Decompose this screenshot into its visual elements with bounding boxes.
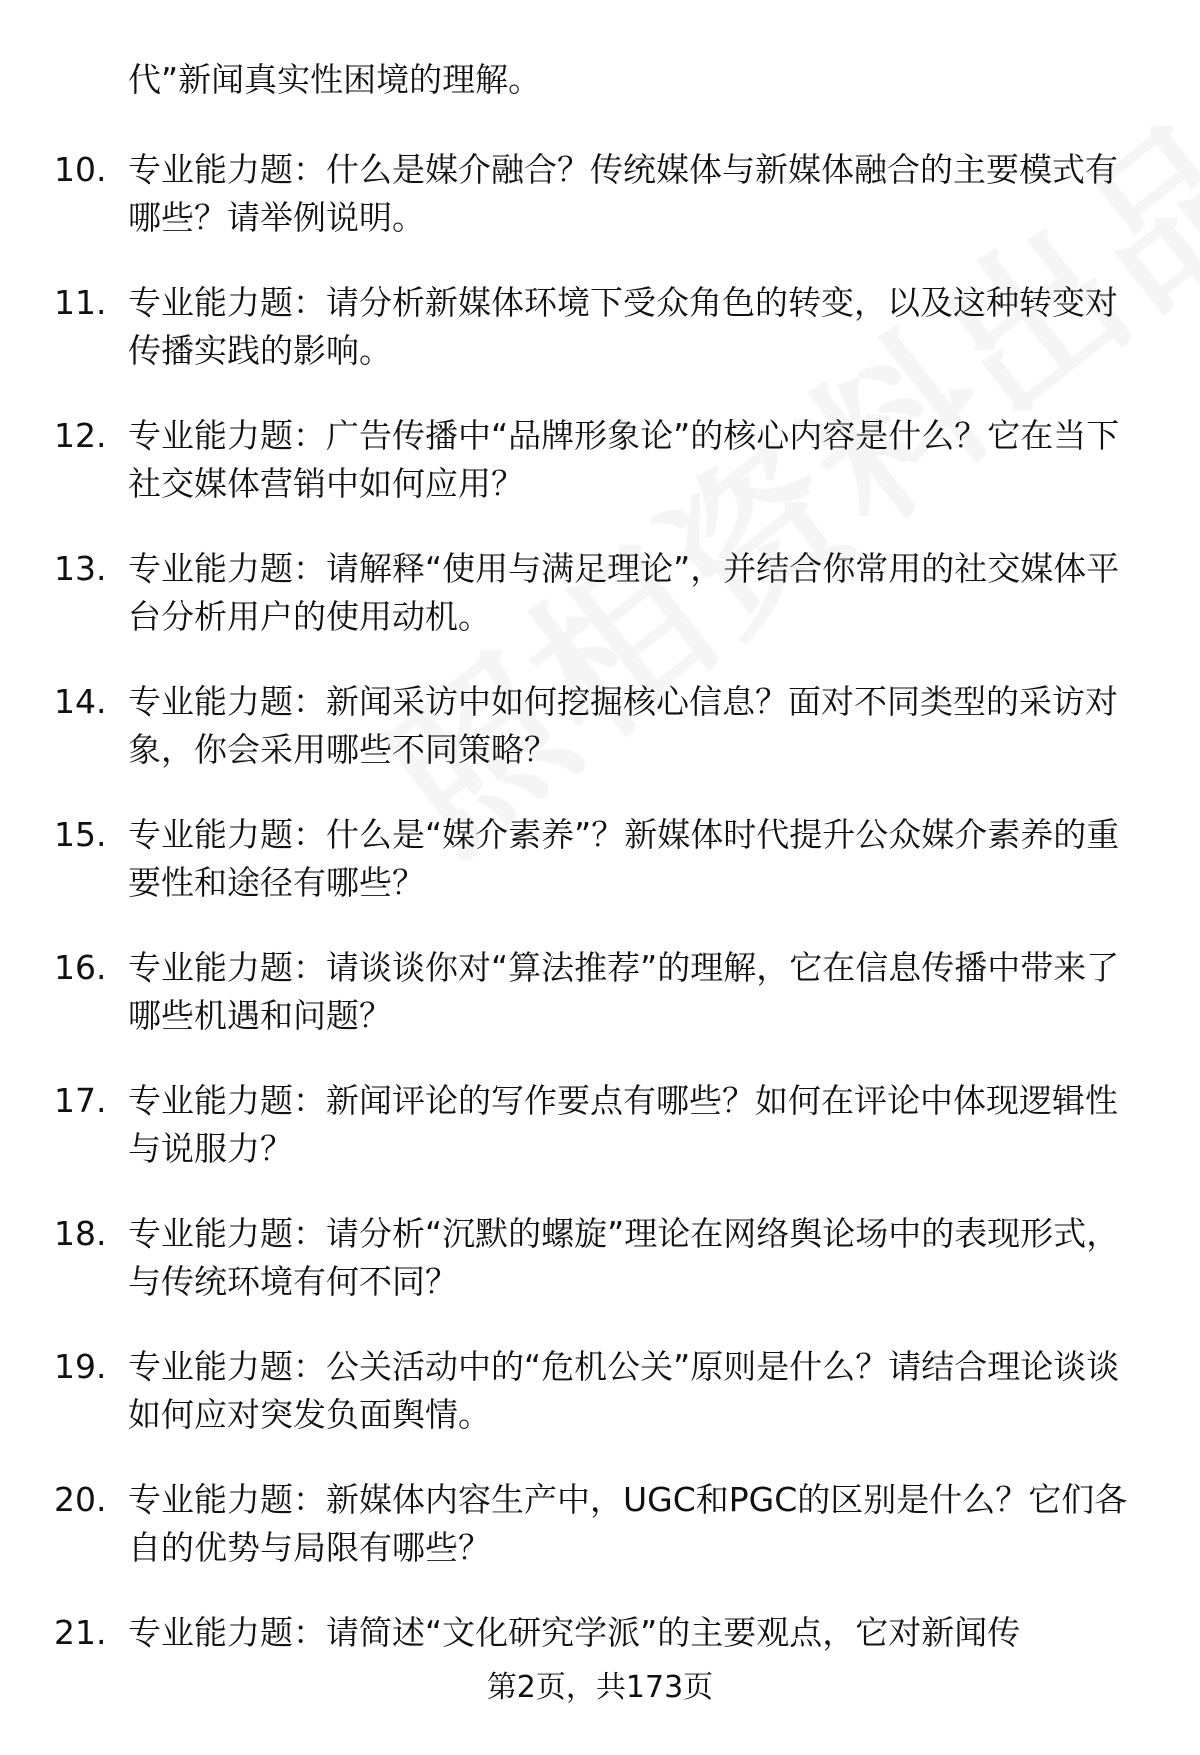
list-item	[0, 1343, 1200, 1476]
list-item	[0, 1476, 1200, 1609]
question-text: 专业能力题：请解释“使用与满足理论”，并结合你常用的社交媒体平台分析用户的使用动机。	[128, 549, 1120, 636]
page-footer: 第2页，共173页	[486, 1670, 714, 1705]
list-item	[0, 279, 1200, 412]
question-text: 专业能力题：新闻评论的写作要点有哪些？如何在评论中体现逻辑性与说服力？	[128, 1081, 1118, 1168]
list-item	[0, 944, 1200, 1077]
list-item	[0, 1077, 1200, 1210]
list-item	[0, 811, 1200, 944]
question-text: 专业能力题：请分析新媒体环境下受众角色的转变，以及这种转变对传播实践的影响。	[128, 283, 1118, 370]
question-text: 专业能力题：广告传播中“品牌形象论”的核心内容是什么？它在当下社交媒体营销中如何应用？	[128, 416, 1120, 503]
question-number: 16.	[54, 948, 107, 987]
continuation-text: 代”新闻真实性困境的理解。	[128, 60, 542, 99]
question-number: 18.	[54, 1214, 107, 1253]
question-text: 专业能力题：请谈谈你对“算法推荐”的理解，它在信息传播中带来了哪些机遇和问题？	[128, 948, 1120, 1035]
question-text: 专业能力题：请分析“沉默的螺旋”理论在网络舆论场中的表现形式，与传统环境有何不同？	[128, 1214, 1120, 1301]
question-number: 10.	[54, 150, 107, 189]
question-text: 专业能力题：什么是媒介融合？传统媒体与新媒体融合的主要模式有哪些？请举例说明。	[128, 150, 1118, 237]
question-text: 专业能力题：公关活动中的“危机公关”原则是什么？请结合理论谈谈如何应对突发负面舆情。	[128, 1347, 1120, 1434]
list-item	[0, 678, 1200, 811]
question-number: 13.	[54, 549, 107, 588]
list-item	[0, 545, 1200, 678]
question-list	[0, 146, 1200, 1742]
question-text: 专业能力题：新闻采访中如何挖掘核心信息？面对不同类型的采访对象，你会采用哪些不同策略？	[128, 682, 1118, 769]
list-item	[0, 146, 1200, 279]
question-number: 19.	[54, 1347, 107, 1386]
question-number: 17.	[54, 1081, 107, 1120]
question-text: 专业能力题：请简述“文化研究学派”的主要观点，它对新闻传	[128, 1613, 1021, 1652]
question-number: 20.	[54, 1480, 107, 1519]
question-number: 21.	[54, 1613, 107, 1652]
list-item	[0, 1210, 1200, 1343]
question-number: 12.	[54, 416, 107, 455]
question-text: 专业能力题：什么是“媒介素养”？新媒体时代提升公众媒介素养的重要性和途径有哪些？	[128, 815, 1120, 902]
question-number: 14.	[54, 682, 107, 721]
list-item	[0, 412, 1200, 545]
question-number: 15.	[54, 815, 107, 854]
question-text: 专业能力题：新媒体内容生产中，UGC和PGC的区别是什么？它们各自的优势与局限有哪些？	[128, 1480, 1128, 1567]
question-number: 11.	[54, 283, 107, 322]
